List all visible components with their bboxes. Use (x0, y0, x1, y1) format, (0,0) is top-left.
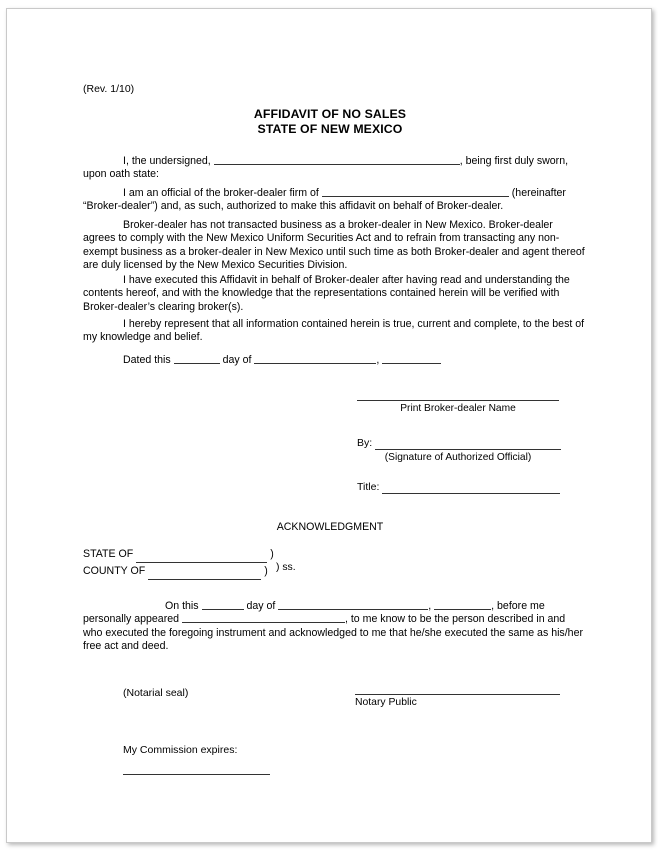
title-fill[interactable] (382, 484, 560, 494)
notary-public-block (355, 693, 565, 709)
jurisdiction-block (83, 546, 274, 580)
county-fill[interactable] (148, 570, 261, 580)
paragraph-not-transacted (83, 219, 585, 272)
p1-text-b: , being first duly sworn, upon oath state: (83, 155, 569, 181)
ack-text-c: , (428, 600, 435, 612)
p2-text-b: (hereinafter “Broker-dealer”) and, as such, authorized to make this affidavit on behalf of Broker-dealer. (83, 187, 566, 213)
county-row (83, 563, 274, 580)
notarial-seal-label: (Notarial seal) (123, 687, 189, 699)
dated-line (83, 354, 585, 367)
commission-expires-label: My Commission expires: (123, 744, 238, 756)
by-label: By: (357, 437, 373, 449)
title-line-1: AFFIDAVIT OF NO SALES (253, 107, 407, 121)
revision-stamp: (Rev. 1/10) (83, 83, 135, 95)
ack-text-e: , to me know to be the person described in and who executed the foregoing instrument and acknowledged to me that he/she executed the same as his/her free act and deed. (83, 613, 583, 652)
p3-text: Broker-dealer has not transacted business as a broker-dealer in New Mexico. Broker-dealer agrees to comply with the New Mexico Uniform Securities Act and to refrain from transacting any non-exempt business as a broker-dealer in New Mexico until such time as both Broker-dealer and agent thereof are duly licensed by the New Mexico Securities Division. (83, 219, 585, 271)
undersigned-name-fill[interactable] (214, 155, 460, 165)
firm-name-fill[interactable] (322, 187, 509, 197)
paragraph-undersigned (83, 155, 585, 182)
state-paren: ) (270, 548, 274, 560)
ack-month-fill[interactable] (278, 600, 428, 610)
signature-caption: (Signature of Authorized Official) (384, 452, 532, 464)
state-row (83, 546, 274, 563)
state-fill[interactable] (136, 553, 267, 563)
document-page (6, 8, 652, 843)
signature-block (357, 437, 587, 464)
dated-month-fill[interactable] (254, 354, 376, 364)
commission-expires-fill[interactable] (123, 773, 270, 775)
ack-text-d: , before me personally appeared (83, 600, 545, 626)
ack-person-fill[interactable] (182, 614, 345, 624)
notary-public-caption: Notary Public (355, 697, 417, 708)
paragraph-represent-true (83, 318, 585, 345)
state-label: STATE OF (83, 548, 134, 560)
paragraph-executed-affidavit (83, 274, 585, 314)
dated-comma: , (376, 354, 383, 366)
signature-fill[interactable] (375, 440, 561, 450)
county-paren: ) (264, 565, 268, 577)
ack-year-fill[interactable] (434, 600, 491, 610)
acknowledgment-heading: ACKNOWLEDGMENT (276, 521, 384, 533)
p4-text: I have executed this Affidavit in behalf of Broker-dealer after having read and understanding the contents hereof, and with the knowledge that the representations contained herein will be verified with Broker-dealer’s clearing broker(s). (83, 274, 570, 313)
document-title (7, 107, 653, 136)
commission-expires-block (123, 773, 270, 775)
paragraph-official-of-firm (83, 187, 585, 214)
title-label: Title: (357, 481, 380, 493)
county-label: COUNTY OF (83, 565, 146, 577)
ack-day-fill[interactable] (202, 600, 244, 610)
dated-year-fill[interactable] (382, 354, 441, 364)
print-name-block (357, 399, 587, 415)
ack-text-a: On this (165, 600, 202, 612)
acknowledgment-body (83, 600, 585, 653)
print-name-caption: Print Broker-dealer Name (400, 403, 516, 414)
dated-mid: day of (219, 354, 255, 366)
ss-marker: ) ss. (276, 562, 296, 573)
dated-prefix: Dated this (123, 354, 174, 366)
page-content (7, 9, 651, 842)
p1-text-a: I, the undersigned, (123, 155, 214, 167)
title-block (357, 481, 587, 494)
by-row (357, 437, 587, 450)
p5-text: I hereby represent that all information contained herein is true, current and complete, to the best of my knowledge and belief. (83, 318, 585, 344)
ack-text-b: day of (243, 600, 279, 612)
dated-day-fill[interactable] (174, 354, 220, 364)
p2-text-a: I am an official of the broker-dealer firm of (123, 187, 322, 199)
title-row (357, 481, 587, 494)
title-line-2: STATE OF NEW MEXICO (257, 121, 403, 136)
